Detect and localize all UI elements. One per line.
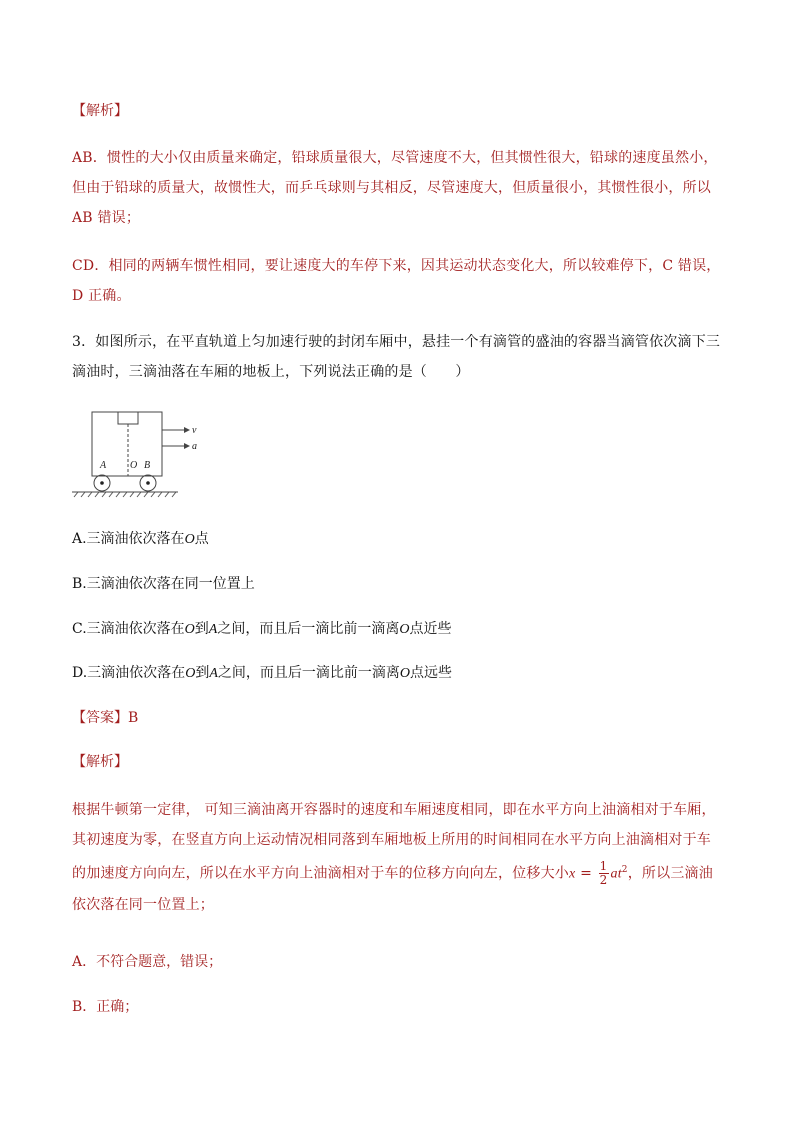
formula-fraction xyxy=(599,860,609,887)
formula-equals: = xyxy=(575,865,597,882)
explanation-header-1: 【解析】 xyxy=(72,103,128,119)
option-d-text: D.三滴油依次落在 xyxy=(72,665,186,681)
explanation-paragraph-main xyxy=(72,795,724,920)
option-d-end: 点远些 xyxy=(410,665,452,681)
label-B: B xyxy=(144,460,151,471)
option-d-mid: 之间，而且后一滴比前一滴离 xyxy=(217,665,400,681)
label-A: A xyxy=(100,460,107,471)
train-car-figure xyxy=(70,408,210,500)
explanation-text-main-1: 根据牛顿第一定律， 可知三滴油离开容器时的速度和车厢速度相同，即在水平方向上油滴相对于车厢，其初速度为零，在竖直方向上运动情况相同落到车厢地板上所用的时间相同在水平方向上油滴相对于车的加速度方向向左，所以在水平方向上油滴相对于车的位移方向向左，位移大小 xyxy=(72,802,716,882)
explanation-option-a: A．不符合题意，错误； xyxy=(72,954,223,970)
option-c-point-a: A xyxy=(208,622,218,637)
option-c[interactable] xyxy=(72,618,724,641)
formula-numerator: 1 xyxy=(599,859,608,874)
option-a-text: A.三滴油依次落在 xyxy=(72,531,185,547)
option-d[interactable] xyxy=(72,662,724,685)
explanation-paragraph-ab xyxy=(72,143,724,233)
explanation-text-main xyxy=(72,795,724,920)
explanation-text-ab: AB．惯性的大小仅由质量来确定，铅球质量很大，尽管速度不大，但其惯性很大，铅球的速度虽然小，但由于铅球的质量大，故惯性大，而乒乓球则与其相反，尽管速度大，但质量很小，其惯性很小，所以 AB 错误； xyxy=(72,150,718,226)
question-text: 3．如图所示，在平直轨道上匀加速行驶的封闭车厢中，悬挂一个有滴管的盛油的容器当滴管依次滴下三滴油时，三滴油落在车厢的地板上，下列说法正确的是（ ） xyxy=(72,334,721,380)
formula-exponent: 2 xyxy=(621,865,628,875)
option-b[interactable] xyxy=(72,573,724,595)
explanation-text-main-2: ，所以三滴油依次落在同一位置上； xyxy=(72,865,713,913)
explanation-text-cd: CD．相同的两辆车惯性相同，要让速度大的车停下来，因其运动状态变化大，所以较难停下，C 错误，D 正确。 xyxy=(72,258,721,304)
oil-container xyxy=(118,412,138,424)
option-c-mid: 之间，而且后一滴比前一滴离 xyxy=(217,621,400,637)
formula-denominator: 2 xyxy=(599,873,608,888)
answer-label: 【答案】 xyxy=(72,710,128,726)
option-c-text: C.三滴油依次落在 xyxy=(72,621,185,637)
option-d-to: 到 xyxy=(195,665,210,681)
label-O: O xyxy=(130,460,138,471)
answer-line xyxy=(72,707,724,729)
option-c-point-o2: O xyxy=(399,622,410,637)
option-b-text: B.三滴油依次落在同一位置上 xyxy=(72,576,255,592)
label-a: a xyxy=(192,441,197,452)
formula-at: at xyxy=(610,866,622,882)
option-a[interactable] xyxy=(72,528,724,551)
option-d-point-a: A xyxy=(209,666,218,681)
option-a-point-o: O xyxy=(184,532,195,547)
option-c-to: 到 xyxy=(194,621,209,637)
formula-x: x xyxy=(569,866,576,882)
option-c-point-o: O xyxy=(184,622,195,637)
explanation-header-2: 【解析】 xyxy=(72,754,128,770)
label-v: v xyxy=(192,425,197,436)
answer-value: B xyxy=(128,710,139,726)
explanation-option-b: B．正确； xyxy=(72,999,139,1015)
explanation-paragraph-cd xyxy=(72,251,724,311)
option-d-point-o: O xyxy=(185,666,196,681)
option-d-point-o2: O xyxy=(399,666,410,681)
option-c-end: 点近些 xyxy=(409,621,452,637)
question-3 xyxy=(72,327,724,387)
option-a-end: 点 xyxy=(194,531,209,547)
